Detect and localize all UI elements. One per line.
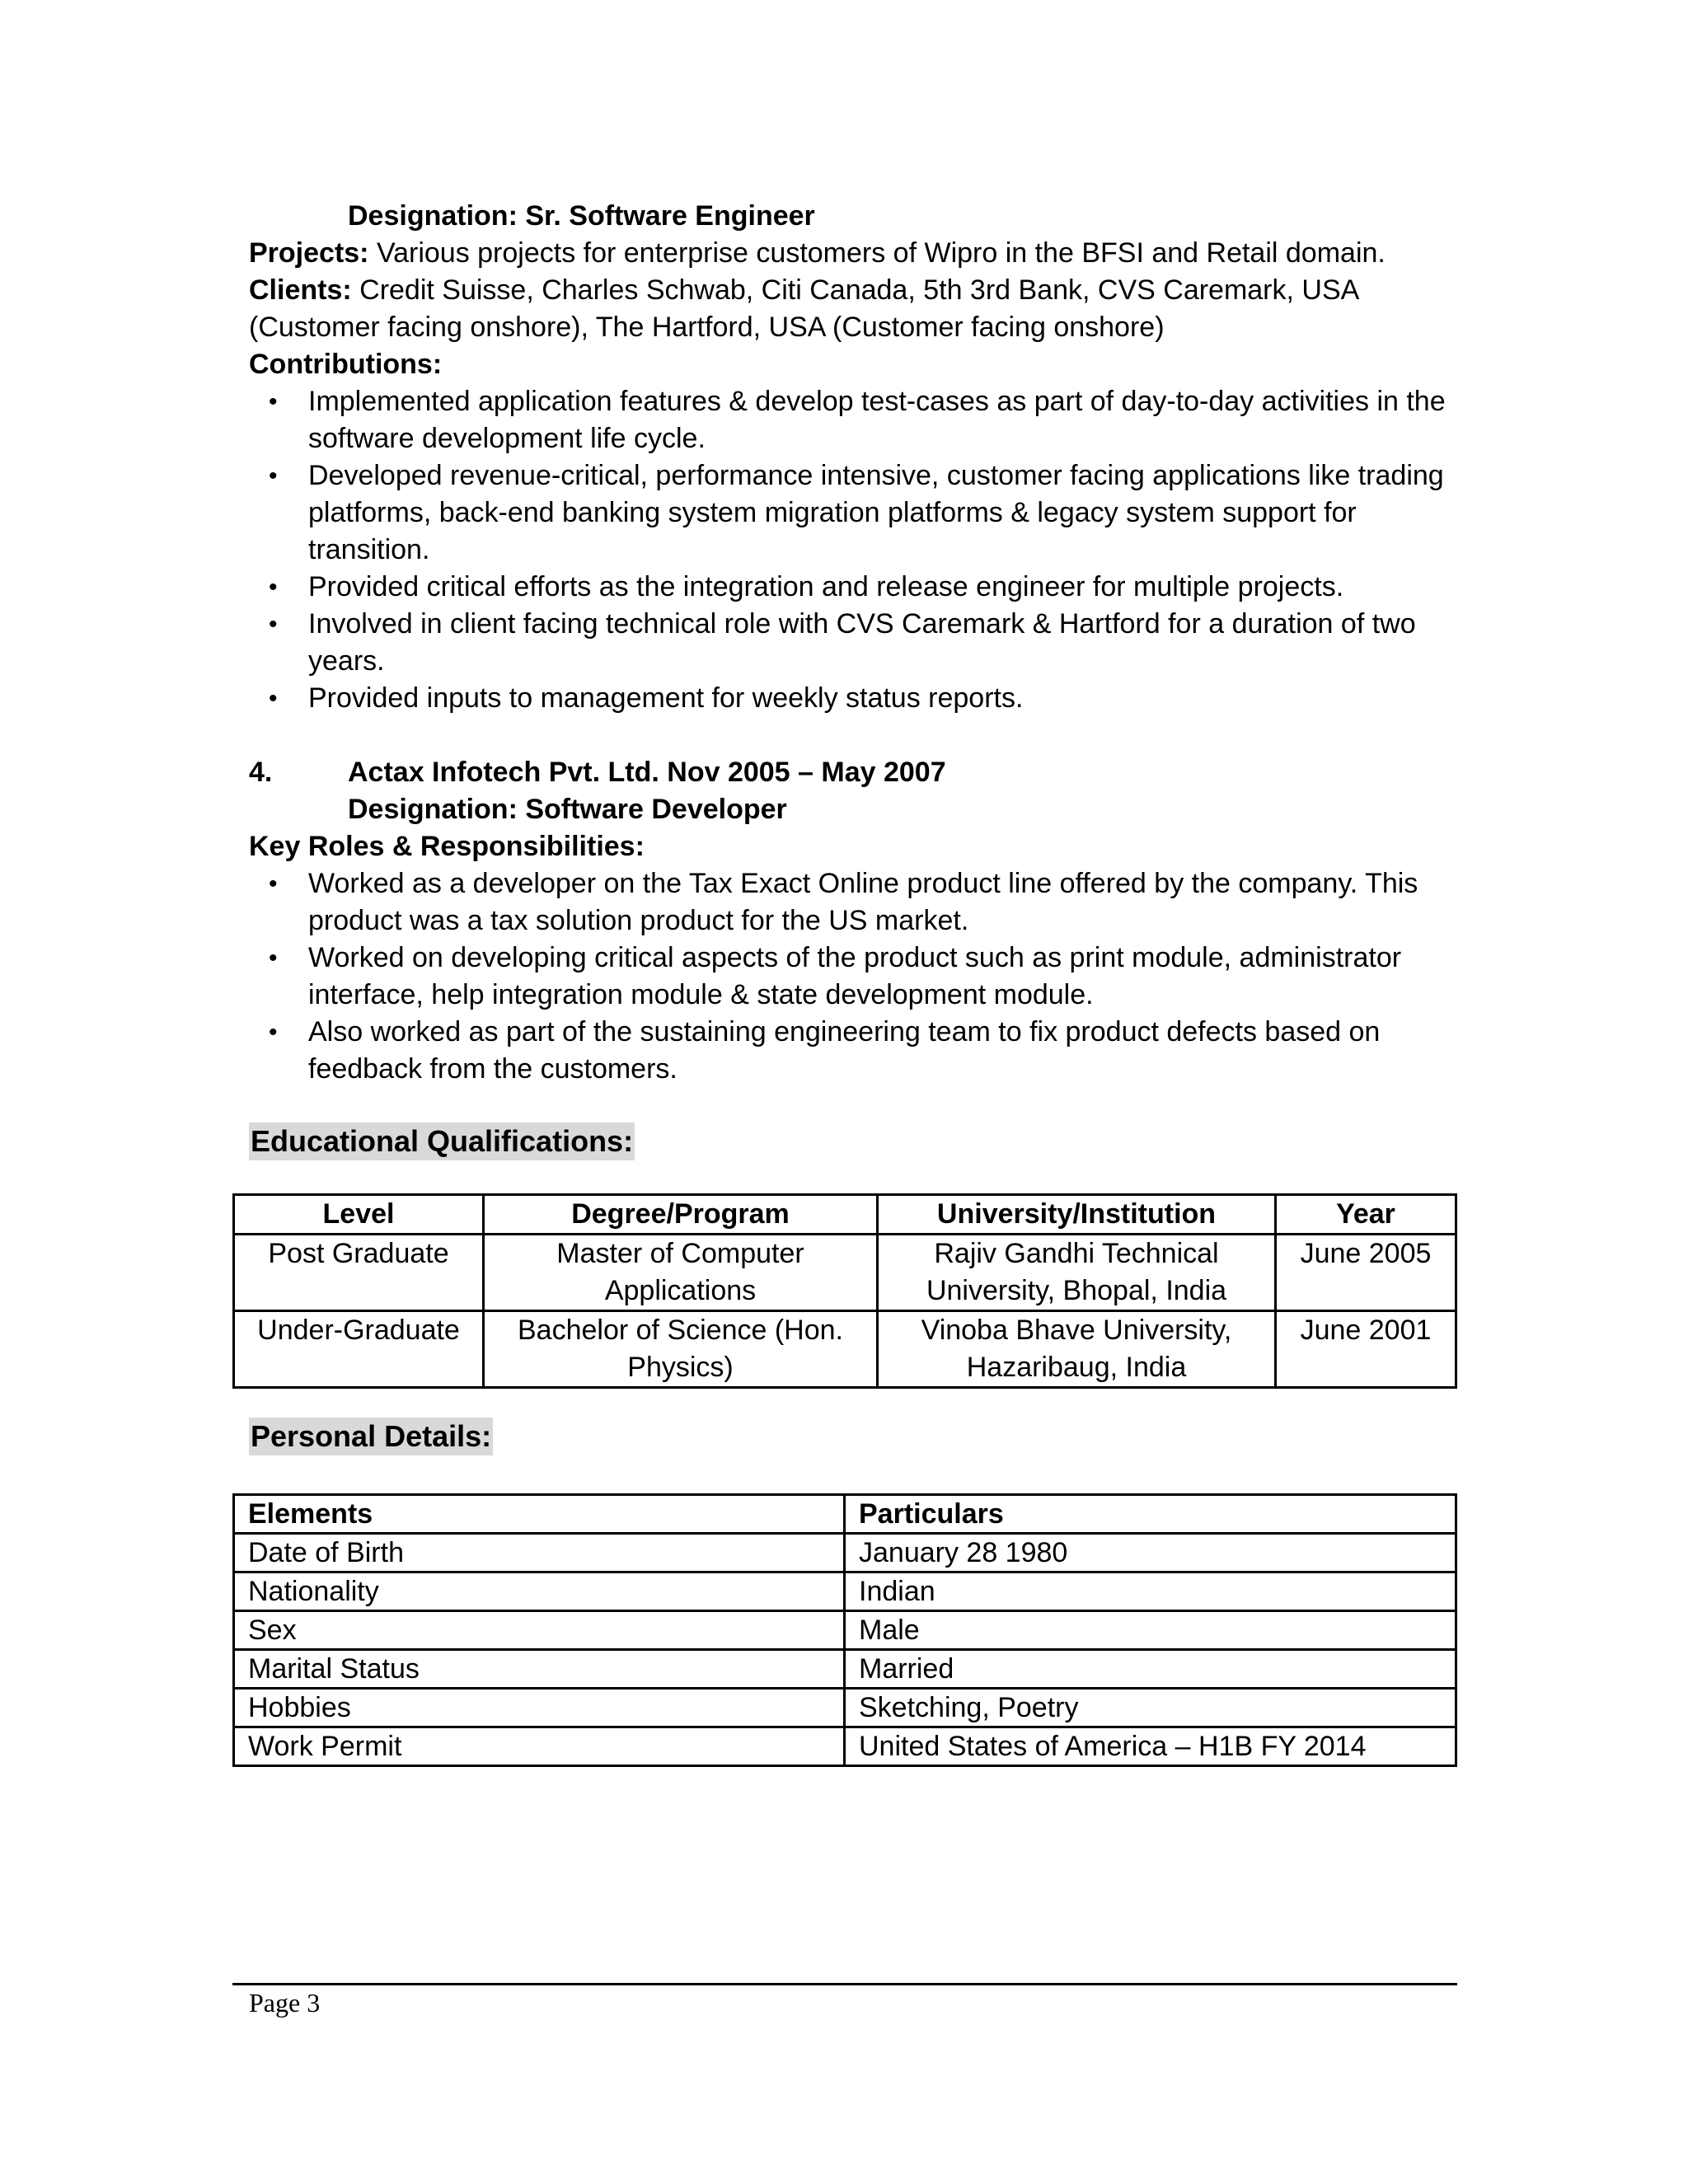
footer-divider xyxy=(232,1983,1457,1985)
projects-label: Projects: xyxy=(249,237,369,269)
table-cell: Rajiv Gandhi Technical University, Bhopal, India xyxy=(878,1235,1276,1311)
table-row xyxy=(234,1727,1456,1766)
list-item: • Developed revenue-critical, performance intensive, customer facing applications like trading platforms, back-end banking system migration platforms & legacy system support for transition. xyxy=(249,457,1461,569)
table-cell: United States of America – H1B FY 2014 xyxy=(845,1727,1456,1766)
list-item: • Worked as a developer on the Tax Exact Online product line offered by the company. This product was a tax solution product for the US market. xyxy=(249,865,1461,940)
table-cell: Date of Birth xyxy=(234,1534,845,1572)
table-header-cell: Degree/Program xyxy=(484,1195,878,1235)
roles-list xyxy=(249,865,1461,1088)
table-cell: Work Permit xyxy=(234,1727,845,1766)
education-heading-wrap xyxy=(249,1122,1461,1161)
personal-title: Personal Details: xyxy=(249,1418,493,1455)
clients-label: Clients: xyxy=(249,274,352,306)
list-item: • Provided inputs to management for weekly status reports. xyxy=(249,680,1461,717)
contributions-list xyxy=(249,383,1461,717)
table-cell: Hobbies xyxy=(234,1689,845,1727)
job4-designation: Designation: Software Developer xyxy=(348,794,787,825)
table-row xyxy=(234,1534,1456,1572)
table-cell: June 2005 xyxy=(1276,1235,1456,1311)
table-row xyxy=(234,1611,1456,1650)
projects-text: Various projects for enterprise customers of Wipro in the BFSI and Retail domain. xyxy=(368,237,1386,269)
table-cell: Male xyxy=(845,1611,1456,1650)
table-cell: Nationality xyxy=(234,1572,845,1611)
personal-heading-wrap xyxy=(249,1418,493,1455)
table-row xyxy=(234,1311,1456,1388)
job3-designation: Designation: Sr. Software Engineer xyxy=(348,200,815,232)
page-number: Page 3 xyxy=(249,1988,321,2018)
roles-label: Key Roles & Responsibilities: xyxy=(249,831,645,862)
list-item: • Also worked as part of the sustaining engineering team to fix product defects based on feedback from the customers. xyxy=(249,1014,1461,1088)
contributions-label: Contributions: xyxy=(249,349,443,380)
list-item: • Implemented application features & develop test-cases as part of day-to-day activities in the software development life cycle. xyxy=(249,383,1461,457)
table-cell: June 2001 xyxy=(1276,1311,1456,1388)
education-title: Educational Qualifications: xyxy=(249,1122,635,1160)
table-header-cell: Particulars xyxy=(845,1495,1456,1534)
personal-table xyxy=(232,1493,1457,1767)
list-item: • Worked on developing critical aspects of the product such as print module, administrator interface, help integration module & state development module. xyxy=(249,940,1461,1014)
table-header-cell: Level xyxy=(234,1195,484,1235)
table-cell: Post Graduate xyxy=(234,1235,484,1311)
list-item: • Provided critical efforts as the integration and release engineer for multiple projects. xyxy=(249,569,1461,606)
table-header-row xyxy=(234,1195,1456,1235)
table-row xyxy=(234,1650,1456,1689)
table-cell: Sketching, Poetry xyxy=(845,1689,1456,1727)
job4-number: 4. xyxy=(249,757,273,788)
table-cell: Vinoba Bhave University, Hazaribaug, India xyxy=(878,1311,1276,1388)
job3-projects xyxy=(249,235,1461,272)
table-cell: Indian xyxy=(845,1572,1456,1611)
table-header-row xyxy=(234,1495,1456,1534)
table-cell: Bachelor of Science (Hon. Physics) xyxy=(484,1311,878,1388)
job4-company: Actax Infotech Pvt. Ltd. Nov 2005 – May 2007 xyxy=(348,757,946,788)
list-item: • Involved in client facing technical role with CVS Caremark & Hartford for a duration of two years. xyxy=(249,606,1461,680)
table-header-cell: University/Institution xyxy=(878,1195,1276,1235)
table-row xyxy=(234,1689,1456,1727)
table-cell: Master of Computer Applications xyxy=(484,1235,878,1311)
education-table xyxy=(232,1193,1457,1389)
clients-text: Credit Suisse, Charles Schwab, Citi Canada, 5th 3rd Bank, CVS Caremark, USA (Customer facing onshore), The Hartford, USA (Customer facing onshore) xyxy=(249,274,1358,343)
resume-body xyxy=(249,198,1461,1161)
table-cell: January 28 1980 xyxy=(845,1534,1456,1572)
table-row xyxy=(234,1572,1456,1611)
table-header-cell: Elements xyxy=(234,1495,845,1534)
table-cell: Sex xyxy=(234,1611,845,1650)
table-cell: Married xyxy=(845,1650,1456,1689)
table-cell: Marital Status xyxy=(234,1650,845,1689)
job4-heading xyxy=(249,754,1461,791)
table-cell: Under-Graduate xyxy=(234,1311,484,1388)
job3-clients xyxy=(249,272,1461,346)
table-row xyxy=(234,1235,1456,1311)
table-header-cell: Year xyxy=(1276,1195,1456,1235)
